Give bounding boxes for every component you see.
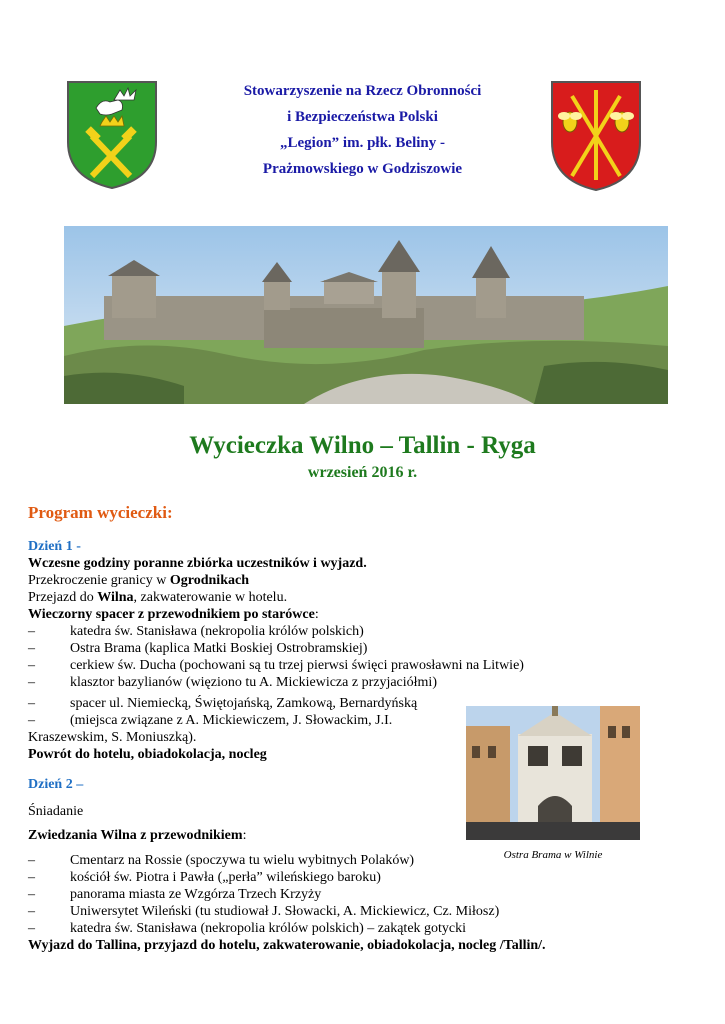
bullet-text: panorama miasta ze Wzgórza Trzech Krzyży bbox=[70, 887, 322, 902]
day-1-bullet bbox=[28, 657, 524, 674]
day-2-heading: Dzień 2 – bbox=[28, 777, 84, 792]
bullet-text: cerkiew św. Ducha (pochowani są tu trzej pierwsi święci prawosławni na Litwie) bbox=[70, 658, 524, 673]
day-1-bullet bbox=[28, 712, 524, 729]
border-text: Przekroczenie granicy w bbox=[28, 573, 170, 588]
bullet-dash: – bbox=[28, 904, 35, 919]
day-1-walk bbox=[28, 606, 524, 623]
day-2-bullet bbox=[28, 920, 546, 937]
photo-caption: Ostra Brama w Wilnie bbox=[503, 849, 603, 861]
program-heading: Program wycieczki: bbox=[28, 503, 173, 522]
day-2-tour bbox=[28, 827, 246, 844]
day-1-bullet bbox=[28, 623, 524, 640]
bullet-dash: – bbox=[28, 887, 35, 902]
bullet-text: spacer ul. Niemiecką, Świętojańską, Zamkową, Bernardyńską bbox=[70, 696, 418, 711]
page-title: Wycieczka Wilno – Tallin - Ryga bbox=[189, 432, 536, 459]
org-line-3: „Legion” im. płk. Beliny - bbox=[279, 135, 446, 151]
day-1-heading: Dzień 1 - bbox=[28, 539, 81, 554]
border-place: Ogrodnikach bbox=[169, 573, 249, 588]
day-1-border-crossing bbox=[28, 572, 524, 589]
day-2-breakfast: Śniadanie bbox=[28, 804, 84, 819]
org-line-4: Prażmowskiego w Godziszowie bbox=[262, 161, 463, 177]
page-subtitle: wrzesień 2016 r. bbox=[307, 464, 418, 481]
bullet-text: kościół św. Piotra i Pawła („perła” wileńskiego baroku) bbox=[70, 870, 381, 885]
ostra-brama-photo bbox=[466, 706, 640, 840]
bullet-text: klasztor bazylianów (więziono tu A. Mickiewicza z przyjaciółmi) bbox=[70, 675, 437, 690]
bullet-text: (miejsca związane z A. Mickiewiczem, J. Słowackim, J.I. bbox=[70, 713, 393, 728]
arrival-city: Wilna bbox=[97, 590, 134, 605]
walk-colon: : bbox=[314, 607, 319, 622]
day-1-bullet-continued: Kraszewskim, S. Moniuszką). bbox=[28, 730, 197, 745]
bullet-dash: – bbox=[28, 675, 35, 690]
day-2-closing: Wyjazd do Tallina, przyjazd do hotelu, zakwaterowanie, obiadokolacja, nocleg /Tallin/. bbox=[28, 938, 546, 953]
bullet-dash: – bbox=[28, 624, 35, 639]
bullet-dash: – bbox=[28, 870, 35, 885]
day-2-bullet bbox=[28, 886, 546, 903]
day-1-content bbox=[28, 555, 524, 763]
tour-colon: : bbox=[242, 828, 247, 843]
bullet-text: Cmentarz na Rossie (spoczywa tu wielu wybitnych Polaków) bbox=[70, 853, 415, 868]
day-2-list bbox=[28, 852, 546, 954]
day-1-bullet bbox=[28, 640, 524, 657]
day-2-bullet bbox=[28, 903, 546, 920]
right-coat-of-arms bbox=[550, 80, 642, 192]
day-1-closing: Powrót do hotelu, obiadokolacja, nocleg bbox=[28, 747, 267, 762]
bullet-text: katedra św. Stanisława (nekropolia królów polskich) bbox=[70, 624, 364, 639]
bullet-dash: – bbox=[28, 921, 35, 936]
bullet-dash: – bbox=[28, 853, 35, 868]
day-2-bullet bbox=[28, 869, 546, 886]
arrival-text: Przejazd do bbox=[28, 590, 98, 605]
org-line-2: i Bezpieczeństwa Polski bbox=[287, 109, 438, 125]
bullet-dash: – bbox=[28, 696, 35, 711]
organization-header bbox=[180, 78, 545, 182]
day-1-arrival bbox=[28, 589, 524, 606]
fortress-photo bbox=[64, 226, 668, 404]
left-coat-of-arms bbox=[66, 80, 158, 190]
bullet-dash: – bbox=[28, 641, 35, 656]
bullet-dash: – bbox=[28, 658, 35, 673]
day-1-bullet bbox=[28, 695, 524, 712]
bullet-text: Uniwersytet Wileński (tu studiował J. Słowacki, A. Mickiewicz, Cz. Miłosz) bbox=[70, 904, 500, 919]
walk-text: Wieczorny spacer z przewodnikiem po starówce bbox=[28, 607, 315, 622]
day-1-bullet bbox=[28, 674, 524, 691]
arrival-rest: , zakwaterowanie w hotelu. bbox=[133, 590, 288, 605]
tour-text: Zwiedzania Wilna z przewodnikiem bbox=[28, 828, 243, 843]
bullet-text: katedra św. Stanisława (nekropolia królów polskich) – zakątek gotycki bbox=[70, 921, 467, 936]
org-line-1: Stowarzyszenie na Rzecz Obronności bbox=[243, 83, 482, 99]
bullet-text: Ostra Brama (kaplica Matki Boskiej Ostrobramskiej) bbox=[70, 641, 368, 656]
day-1-departure: Wczesne godziny poranne zbiórka uczestników i wyjazd. bbox=[28, 556, 367, 571]
bullet-dash: – bbox=[28, 713, 35, 728]
